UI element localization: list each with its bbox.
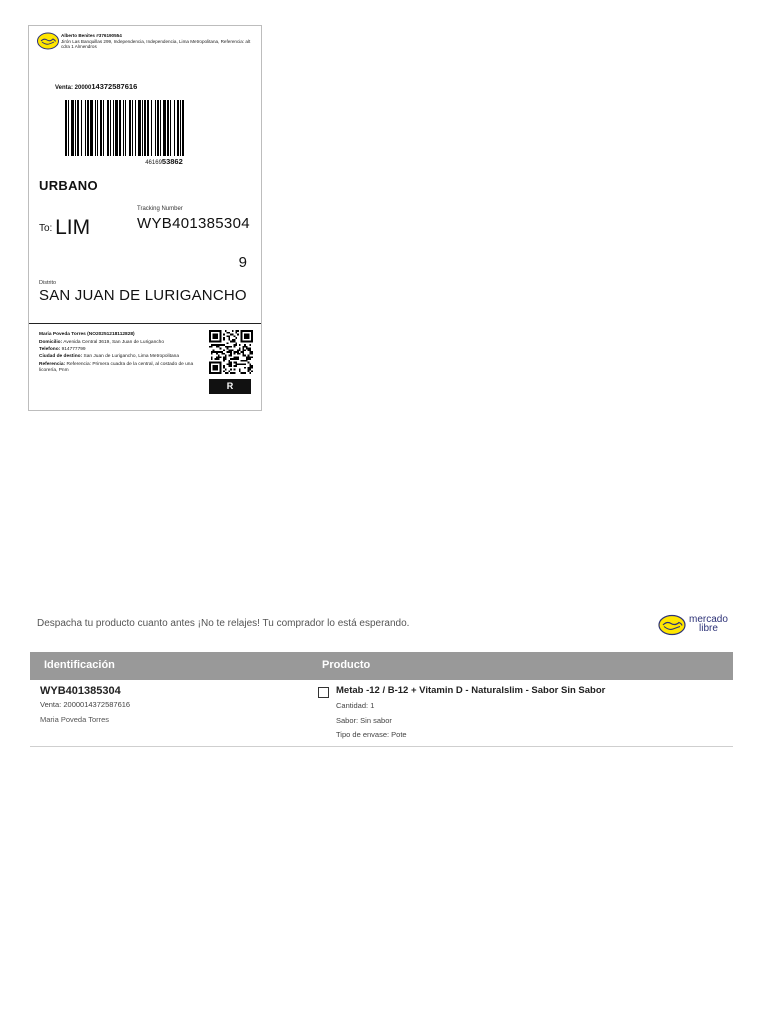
address-label: Domicilio: [39,339,63,345]
phone-label: Telefono: [39,347,61,353]
brand-line1: mercado [689,614,728,625]
brand-line2: libre [699,623,718,634]
row-tracking-id: WYB401385304 [40,685,121,697]
recipient-address: Avenida Central 3619, San Juan de Lurigancho [63,339,164,345]
recipient-name: Maria Poveda Torres (NO20251218112828) [39,332,135,337]
route-number: 9 [238,254,247,271]
mercadolibre-wordmark [689,615,728,633]
header-producto: Producto [322,659,371,671]
carrier-name: URBANO [39,178,98,193]
row-quantity: Cantidad: 1 [336,701,375,710]
district-label: Distrito [39,280,57,286]
barcode-number [29,157,263,166]
row-container: Tipo de envase: Pote [336,730,407,739]
label-divider [29,323,261,324]
to-prefix: To: [39,223,53,234]
sender-address: Jirón Las Banquillas 299, Independencia, Independencia, Lima Metropolitana, Referencia: alt cdra 1 Almendros [61,38,251,50]
row-buyer: Maria Poveda Torres [40,715,110,724]
destination [39,216,90,240]
tracking-label: Tracking Number [137,206,183,212]
table-row [30,680,733,747]
mercadolibre-logo-icon [37,32,59,50]
mercadolibre-handshake-icon [658,614,686,636]
district: SAN JUAN DE LURIGANCHO [39,287,247,304]
row-product: Metab -12 / B-12 + Vitamin D - Naturalslim - Sabor Sin Sabor [336,685,606,696]
product-checkbox[interactable] [318,687,329,698]
barcode [65,100,223,156]
sale-number [55,82,137,91]
dispatch-notice: Despacha tu producto cuanto antes ¡No te relajes! Tu comprador lo está esperando. [37,618,410,629]
recipient-reference: Referencia: Primera cuadra de la central, al costado de una licorería, Pnm [39,361,194,373]
header-identificacion: Identificación [44,659,115,671]
recipient-block [39,331,209,374]
city-label: Ciudad de destino: [39,353,83,359]
r-badge: R [209,379,251,394]
mercadolibre-brand [658,612,738,642]
shipping-label [28,25,262,411]
tracking-number: WYB401385304 [137,215,250,232]
destination-city: LIM [55,216,91,239]
reference-label: Referencia: [39,361,66,367]
barcode-suffix: 53862 [161,157,183,166]
row-sale: Venta: 2000014372587616 [40,700,131,709]
recipient-city: San Juan de Lurigancho, Lima Metropolitana [83,353,179,359]
recipient-phone: 914777799 [61,347,86,353]
row-flavor: Sabor: Sin sabor [336,716,392,725]
sale-number-bold: 14372587616 [91,82,138,91]
table-header [30,652,733,680]
qr-code [209,330,253,374]
sender-name: Alberto Benites #376190554 [61,33,122,38]
barcode-prefix: 46169 [145,160,162,166]
sale-prefix: Venta: 20000 [55,85,92,91]
